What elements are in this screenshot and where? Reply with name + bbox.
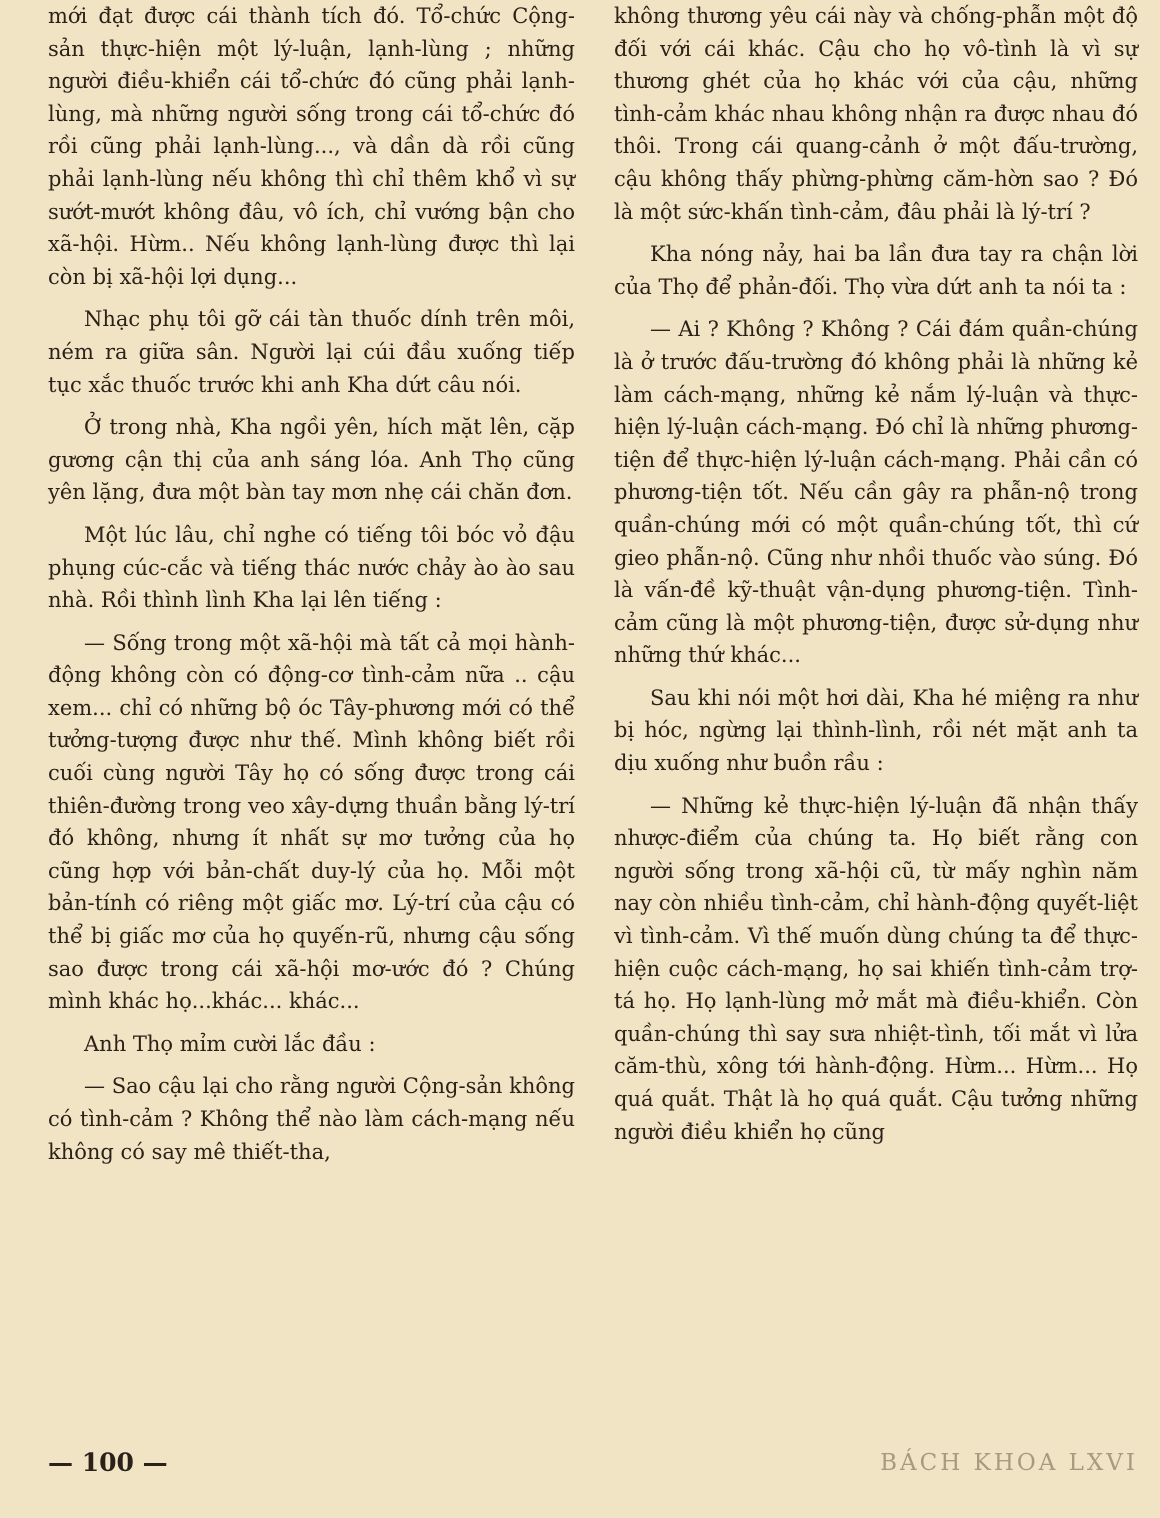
paragraph: Một lúc lâu, chỉ nghe có tiếng tôi bóc vỏ đậu phụng cúc-cắc và tiếng thác nước chảy ào ào sau nhà. Rồi thình lình Kha lại lên tiếng : — [48, 522, 575, 613]
paragraph: Nhạc phụ tôi gỡ cái tàn thuốc dính trên môi, ném ra giữa sân. Người lại cúi đầu xuống tiếp tục xắc thuốc trước khi anh Kha dứt câu nói. — [48, 307, 575, 397]
paragraph: mới đạt được cái thành tích đó. Tổ-chức Cộng-sản thực-hiện một lý-luận, lạnh-lùng ; những người điều-khiển cái tổ-chức đó cũng phải lạnh-lùng, mà những người sống trong cái tổ-chức đó rồi cũng phải lạnh-lùng..., và dần dà rồi cũng phải lạnh-lùng nếu không thì chỉ thêm khổ vì sự sướt-mướt không đâu, vô ích, chỉ vướng bận cho xã-hội. Hừm.. Nếu không lạnh-lùng được thì lại còn bị xã-hội lợi dụng... — [48, 4, 575, 289]
paragraph: — Những kẻ thực-hiện lý-luận đã nhận thấy nhược-điểm của chúng ta. Họ biết rằng con người sống trong xã-hội cũ, từ mấy nghìn năm nay còn nhiều tình-cảm, chỉ hành-động quyết-liệt vì tình-cảm. Vì thế muốn dùng chúng ta để thực-hiện cuộc cách-mạng, họ sai khiến tình-cảm trợ-tá họ. Họ lạnh-lùng mở mắt mà điều-khiển. Còn quần-chúng thì say sưa nhiệt-tình, tối mắt vì lửa căm-thù, xông tới hành-động. Hừm... Hừm... Họ quá quắt. Thật là họ quá quắt. Cậu tưởng những người điều khiển họ cũng — [614, 793, 1138, 1144]
left-text-column — [48, 0, 575, 1178]
paragraph: Sau khi nói một hơi dài, Kha hé miệng ra như bị hóc, ngừng lại thình-lình, rồi nét mặt anh ta dịu xuống như buồn rầu : — [614, 685, 1138, 776]
page-number: — 100 — — [48, 1448, 168, 1477]
paragraph: Anh Thọ mỉm cười lắc đầu : — [84, 1031, 376, 1056]
paragraph: — Sống trong một xã-hội mà tất cả mọi hành-động không còn có động-cơ tình-cảm nữa .. cậu xem... chỉ có những bộ óc Tây-phương mới có thể tưởng-tượng được như thế. Mình không biết rồi cuối cùng người Tây họ có sống được trong cái thiên-đường trong veo xây-dựng thuần bằng lý-trí đó không, nhưng ít nhất sự mơ tưởng của họ cũng hợp với bản-chất duy-lý của họ. Mỗi một bản-tính có riêng một giấc mơ. Lý-trí của cậu có thể bị giấc mơ của họ quyến-rũ, nhưng cậu sống sao được trong cái xã-hội mơ-ước đó ? Chúng mình khác họ...khác... khác... — [48, 630, 575, 1014]
paragraph: Kha nóng nảy, hai ba lần đưa tay ra chận lời của Thọ để phản-đối. Thọ vừa dứt anh ta nói ta : — [614, 242, 1138, 299]
running-title: BÁCH KHOA LXVI — [880, 1450, 1138, 1476]
paragraph: — Ai ? Không ? Không ? Cái đám quần-chúng là ở trước đấu-trường đó không phải là những kẻ làm cách-mạng, những kẻ nắm lý-luận và thực-hiện lý-luận cách-mạng. Đó chỉ là những phương-tiện để thực-hiện lý-luận cách-mạng. Phải cần có phương-tiện tốt. Nếu cần gây ra phẫn-nộ trong quần-chúng mới có một quần-chúng tốt, thì cứ gieo phẫn-nộ. Cũng như nhồi thuốc vào súng. Đó là vấn-đề kỹ-thuật vận-dụng phương-tiện. Tình-cảm cũng là một phương-tiện, được sử-dụng như những thứ khác... — [614, 317, 1138, 668]
right-text-column — [614, 0, 1138, 1158]
paragraph: — Sao cậu lại cho rằng người Cộng-sản không có tình-cảm ? Không thể nào làm cách-mạng nếu không có say mê thiết-tha, — [48, 1074, 575, 1164]
paragraph: Ở trong nhà, Kha ngồi yên, hích mặt lên, cặp gương cận thị của anh sáng lóa. Anh Thọ cũng yên lặng, đưa một bàn tay mơn nhẹ cái chăn đơn. — [48, 415, 575, 505]
paragraph: không thương yêu cái này và chống-phẫn một độ đối với cái khác. Cậu cho họ vô-tình là vì sự thương ghét của họ khác với của cậu, những tình-cảm khác nhau không nhận ra được nhau đó thôi. Trong cái quang-cảnh ở một đấu-trường, cậu không thấy phừng-phừng căm-hờn sao ? Đó là một sức-khấn tình-cảm, đâu phải là lý-trí ? — [614, 4, 1138, 224]
